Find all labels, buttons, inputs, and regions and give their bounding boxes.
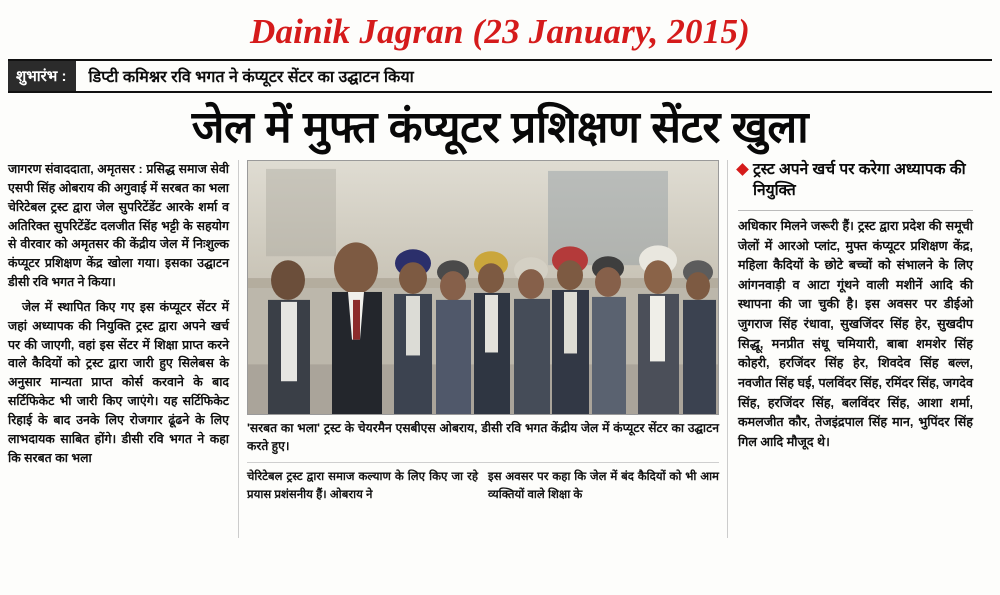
main-headline: जेल में मुफ्त कंप्यूटर प्रशिक्षण सेंटर खुला: [191, 102, 809, 152]
paragraph: जेल में स्थापित किए गए इस कंप्यूटर सेंटर में जहां अध्यापक की नियुक्ति ट्रस्ट द्वारा अपने खर्च पर की जाएगी, वहां इस सेंटर में शिक्षा प्राप्त करने वाले कैदियों को ट्रस्ट द्वारा जारी हुए सिलेबस के अनुसार मान्यता प्राप्त कोर्स करवाने के बाद सर्टिफिकेट भी जारी किए जाएंगे। यह सर्टिफिकेट रिहाई के बाद उनके लिए रोजगार ढूंढने के लिए लाभदायक साबित होंगे। डीसी रवि भगत ने कहा कि सरबत का भला: [8, 299, 229, 465]
article-body: [8, 160, 992, 538]
paragraph: अधिकार मिलने जरूरी हैं। ट्रस्ट द्वारा प्रदेश की समूची जेलों में आरओ प्लांट, मुफ्त कंप्यूटर प्रशिक्षण केंद्र, महिला कैदियों के छोटे बच्चों को संभालने के लिए आंगनवाड़ी व आटा गूंथने वाली मशीनें आदि की स्थापना की जा चुकी है। इस अवसर पर डीईओ जुगराज सिंह रंधावा, सुखजिंदर सिंह हेर, सुखदीप सिद्धू, मनप्रीत संधू चमियारी, बाबा शमशेर सिंह कोहरी, हरजिंदर सिंह हेर, शिवदेव सिंह बल्ल, नवजीत सिंह घई, पलविंदर सिंह, रमिंदर सिंह, जगदेव सिंह, हरजिंदर सिंह, बलविंदर सिंह, आशा शर्मा, कमलजीत कौर, तेजइंद्रपाल सिंह मान, भुपिंदर सिंह गिल आदि मौजूद थे।: [738, 218, 973, 449]
right-column: [728, 160, 973, 538]
middle-subcolumns: [247, 462, 719, 509]
diamond-bullet-icon: [736, 163, 749, 176]
middle-subcolumn: [247, 468, 478, 509]
paragraph: इस अवसर पर कहा कि जेल में बंद कैदियों को भी आम व्यक्तियों वाले शिक्षा के: [488, 470, 719, 501]
kicker-bar: [8, 59, 992, 93]
kicker-label: शुभारंभ :: [8, 61, 76, 91]
kicker-headline: डिप्टी कमिश्नर रवि भगत ने कंप्यूटर सेंटर का उद्घाटन किया: [88, 68, 414, 86]
left-text-column: [8, 160, 238, 538]
photo-caption: 'सरबत का भला' ट्रस्ट के चेयरमैन एसबीएस ओबराय, डीसी रवि भगत केंद्रीय जेल में कंप्यूटर सेंटर का उद्घाटन करते हुए।: [247, 421, 719, 453]
paragraph: चेरिटेबल ट्रस्ट द्वारा समाज कल्याण के लिए किए जा रहे प्रयास प्रशंसनीय हैं। ओबराय ने: [247, 470, 478, 501]
middle-column: [238, 160, 728, 538]
masthead: [0, 0, 1000, 57]
middle-subcolumn: [488, 468, 719, 509]
photo-illustration: [248, 161, 718, 414]
divider: [738, 210, 973, 211]
page-title: Dainik Jagran (23 January, 2015): [249, 12, 751, 51]
news-photograph: [247, 160, 719, 415]
sub-headline-row: [738, 160, 973, 202]
sub-headline: ट्रस्ट अपने खर्च पर करेगा अध्यापक की नियुक्ति: [753, 161, 966, 199]
paragraph: जागरण संवाददाता, अमृतसर : प्रसिद्ध समाज सेवी एसपी सिंह ओबराय की अगुवाई में सरबत का भला चेरिटेबल ट्रस्ट द्वारा जेल सुपरिटेंडेंट आरके शर्मा व अतिरिक्त सुपरिटेंडेंट दलजीत सिंह भट्टी के सहयोग से वीरवार को अमृतसर की केंद्रीय जेल में निःशुल्क कंप्यूटर प्रशिक्षण केंद्र खोला गया। इसका उद्घाटन डीसी रवि भगत ने किया।: [8, 162, 229, 290]
